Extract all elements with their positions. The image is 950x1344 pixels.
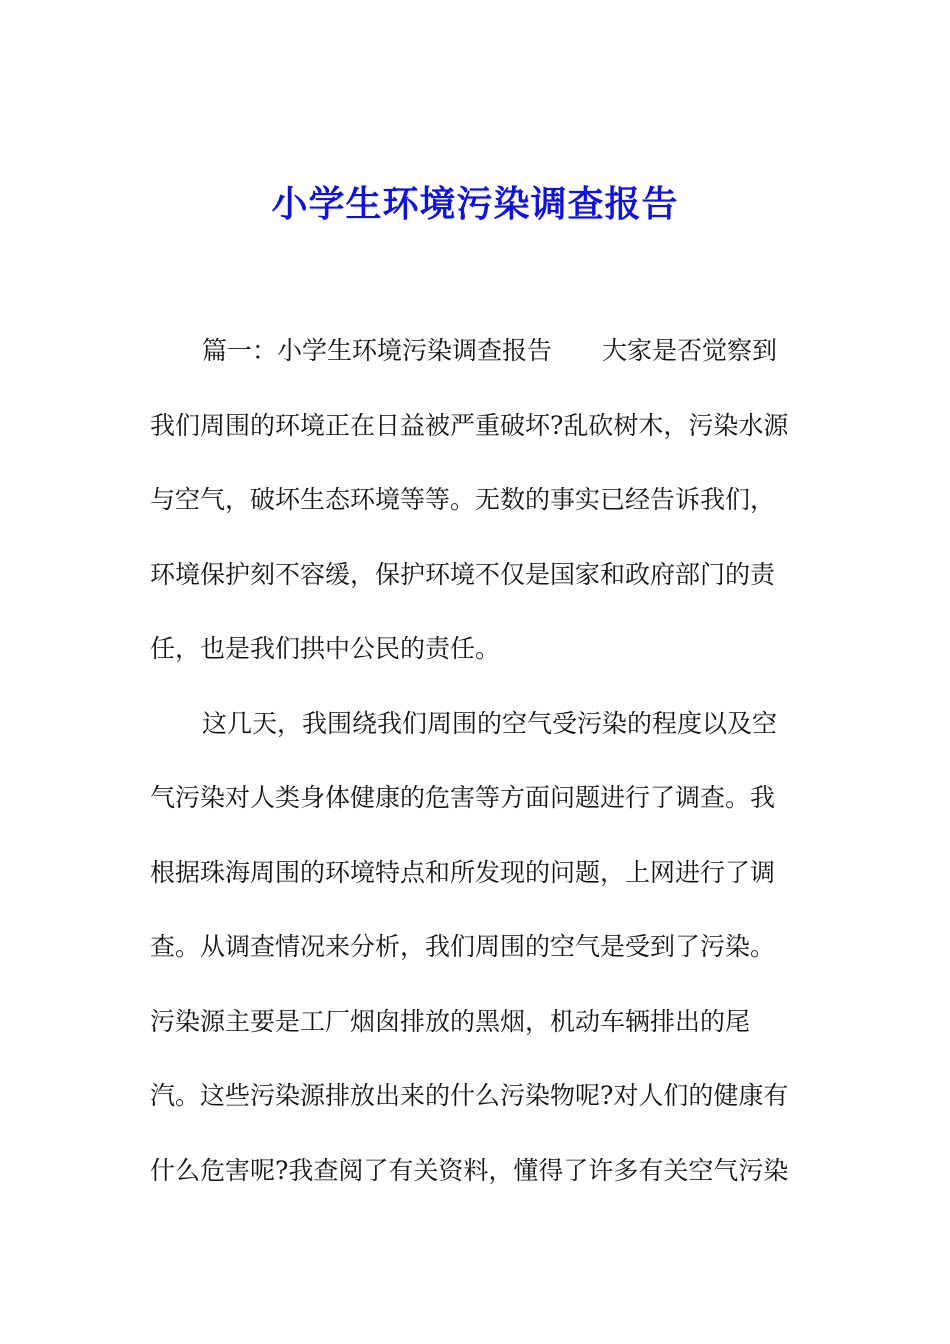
document-title: 小学生环境污染调查报告 xyxy=(271,183,679,225)
paragraph-1-line-2: 我们周围的环境正在日益被严重破坏?乱砍树木，污染水源 xyxy=(150,410,789,440)
paragraph-2-line-4: 查。从调查情况来分析，我们周围的空气是受到了污染。 xyxy=(150,932,776,961)
paragraph-2-line-6: 汽。这些污染源排放出来的什么污染物呢?对人们的健康有 xyxy=(150,1081,789,1110)
paragraph-2-line-1: 这几天，我围绕我们周围的空气受污染的程度以及空 xyxy=(202,708,778,738)
paragraph-2-line-7: 什么危害呢?我查阅了有关资料，懂得了许多有关空气污染 xyxy=(150,1155,789,1185)
paragraph-2-line-2: 气污染对人类身体健康的危害等方面问题进行了调查。我 xyxy=(150,783,776,812)
document-body xyxy=(150,334,810,1228)
paragraph-1-line-4: 环境保护刻不容缓，保护环境不仅是国家和政府部门的责 xyxy=(150,559,776,589)
paragraph-1-line-5: 任，也是我们拱中公民的责任。 xyxy=(150,634,501,663)
paragraph-1-line-3: 与空气，破坏生态环境等等。无数的事实已经告诉我们， xyxy=(150,485,776,514)
paragraph-2-line-5: 污染源主要是工厂烟囱排放的黑烟，机动车辆排出的尾 xyxy=(150,1006,751,1036)
paragraph-2-line-3: 根据珠海周围的环境特点和所发现的问题，上网进行了调 xyxy=(150,857,776,887)
paragraph-1-line-1: 篇一：小学生环境污染调查报告 大家是否觉察到 xyxy=(202,336,778,365)
